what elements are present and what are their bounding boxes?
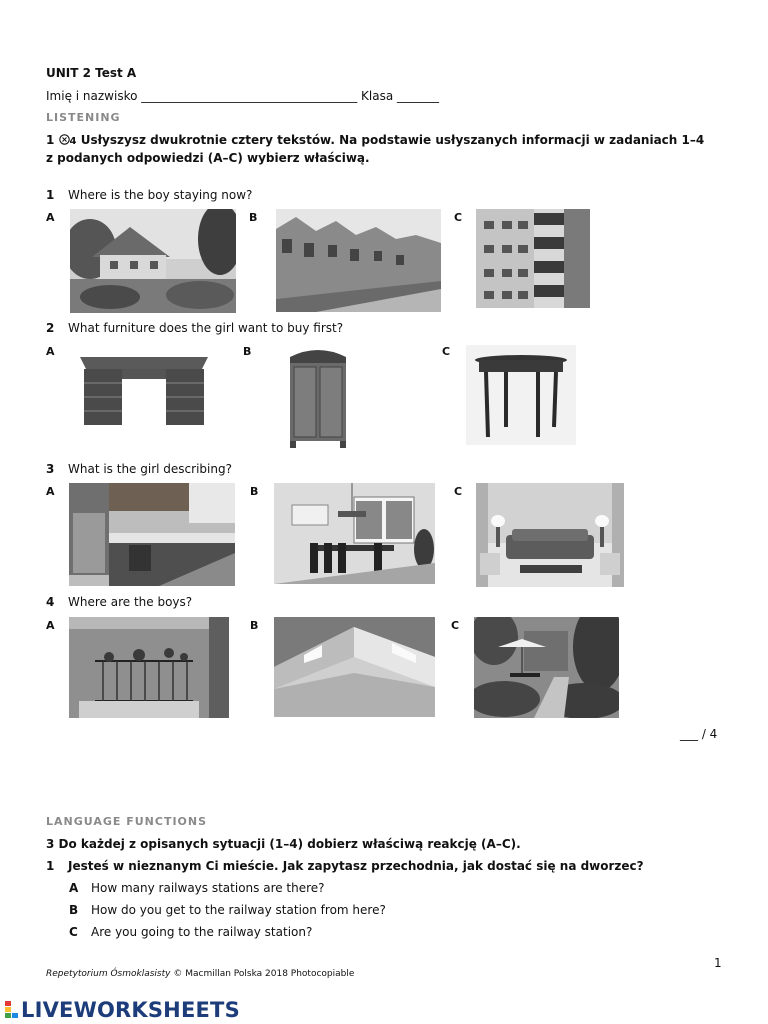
- option-c-label[interactable]: C: [451, 619, 460, 632]
- question-number: 4: [46, 595, 55, 609]
- question-2: [46, 321, 343, 335]
- dining-room-photo[interactable]: [274, 483, 435, 584]
- answer-text: How do you get to the railway station from here?: [91, 903, 386, 917]
- option-b-label[interactable]: B: [250, 485, 259, 498]
- answer-option-b[interactable]: [69, 903, 386, 917]
- instruction-line-1: Usłyszysz dwukrotnie cztery tekstów. Na podstawie usłyszanych informacji w zadaniach 1–4: [80, 133, 705, 147]
- name-class-line[interactable]: Imię i nazwisko ____________________________________ Klasa _______: [46, 89, 440, 103]
- cottage-photo[interactable]: [70, 209, 236, 313]
- question-text: What is the girl describing?: [68, 462, 232, 476]
- option-c-label[interactable]: C: [442, 345, 451, 358]
- option-a-label[interactable]: A: [46, 211, 55, 224]
- situation-1: [46, 859, 644, 873]
- book-title: Repetytorium Ósmoklasisty: [46, 969, 171, 979]
- page-number: 1: [714, 956, 722, 970]
- option-a-label[interactable]: A: [46, 485, 55, 498]
- liveworksheets-logo-icon: [4, 1000, 20, 1020]
- option-b-label[interactable]: B: [243, 345, 252, 358]
- language-functions-instruction: 3 Do każdej z opisanych sytuacji (1–4) dobierz właściwą reakcję (A–C).: [46, 837, 521, 851]
- wardrobe-photo[interactable]: [284, 345, 352, 448]
- answer-text: Are you going to the railway station?: [91, 925, 313, 939]
- instruction-line-2: z podanych odpowiedzi (A–C) wybierz właściwą.: [46, 151, 370, 165]
- listening-instruction: [46, 133, 746, 147]
- question-number: 2: [46, 321, 55, 335]
- option-b-label[interactable]: B: [250, 619, 259, 632]
- option-a-label[interactable]: A: [46, 619, 55, 632]
- living-room-photo[interactable]: [476, 483, 624, 587]
- option-b-label[interactable]: B: [249, 211, 258, 224]
- section-title-language-functions: LANGUAGE FUNCTIONS: [46, 815, 208, 828]
- option-c-label[interactable]: C: [454, 485, 463, 498]
- question-text: What furniture does the girl want to buy first?: [68, 321, 344, 335]
- question-number: 1: [46, 188, 55, 202]
- score-field[interactable]: ___ / 4: [680, 727, 718, 741]
- audio-icon[interactable]: [59, 134, 70, 145]
- question-3: [46, 462, 232, 476]
- logo-text: LIVEWORKSHEETS: [21, 998, 240, 1022]
- question-number: 3: [46, 462, 55, 476]
- copyright-line: [46, 969, 354, 979]
- answer-option-c[interactable]: [69, 925, 312, 939]
- section-title-listening: LISTENING: [46, 111, 121, 124]
- balcony-photo[interactable]: [69, 617, 229, 718]
- option-c-label[interactable]: C: [454, 211, 463, 224]
- terraced-houses-photo[interactable]: [276, 209, 441, 312]
- question-4: [46, 595, 192, 609]
- option-a-label[interactable]: A: [46, 345, 55, 358]
- side-table-photo[interactable]: [466, 345, 576, 445]
- instruction-number: 1: [46, 133, 55, 147]
- situation-number: 1: [46, 859, 55, 873]
- answer-letter: B: [69, 903, 79, 917]
- situation-text: Jesteś w nieznanym Ci mieście. Jak zapytasz przechodnia, jak dostać się na dworzec?: [68, 859, 644, 873]
- apartment-building-photo[interactable]: [476, 209, 590, 308]
- kitchen-photo[interactable]: [69, 483, 235, 586]
- track-number: 4: [69, 136, 77, 147]
- unit-title: UNIT 2 Test A: [46, 66, 137, 80]
- question-1: [46, 188, 252, 202]
- liveworksheets-logo[interactable]: [4, 998, 240, 1022]
- desk-photo[interactable]: [70, 345, 218, 450]
- answer-letter: C: [69, 925, 78, 939]
- answer-letter: A: [69, 881, 79, 895]
- question-text: Where are the boys?: [68, 595, 193, 609]
- copyright-text: © Macmillan Polska 2018 Photocopiable: [173, 969, 355, 979]
- question-text: Where is the boy staying now?: [68, 188, 253, 202]
- answer-option-a[interactable]: [69, 881, 325, 895]
- garden-photo[interactable]: [474, 617, 619, 718]
- answer-text: How many railways stations are there?: [91, 881, 325, 895]
- attic-photo[interactable]: [274, 617, 435, 717]
